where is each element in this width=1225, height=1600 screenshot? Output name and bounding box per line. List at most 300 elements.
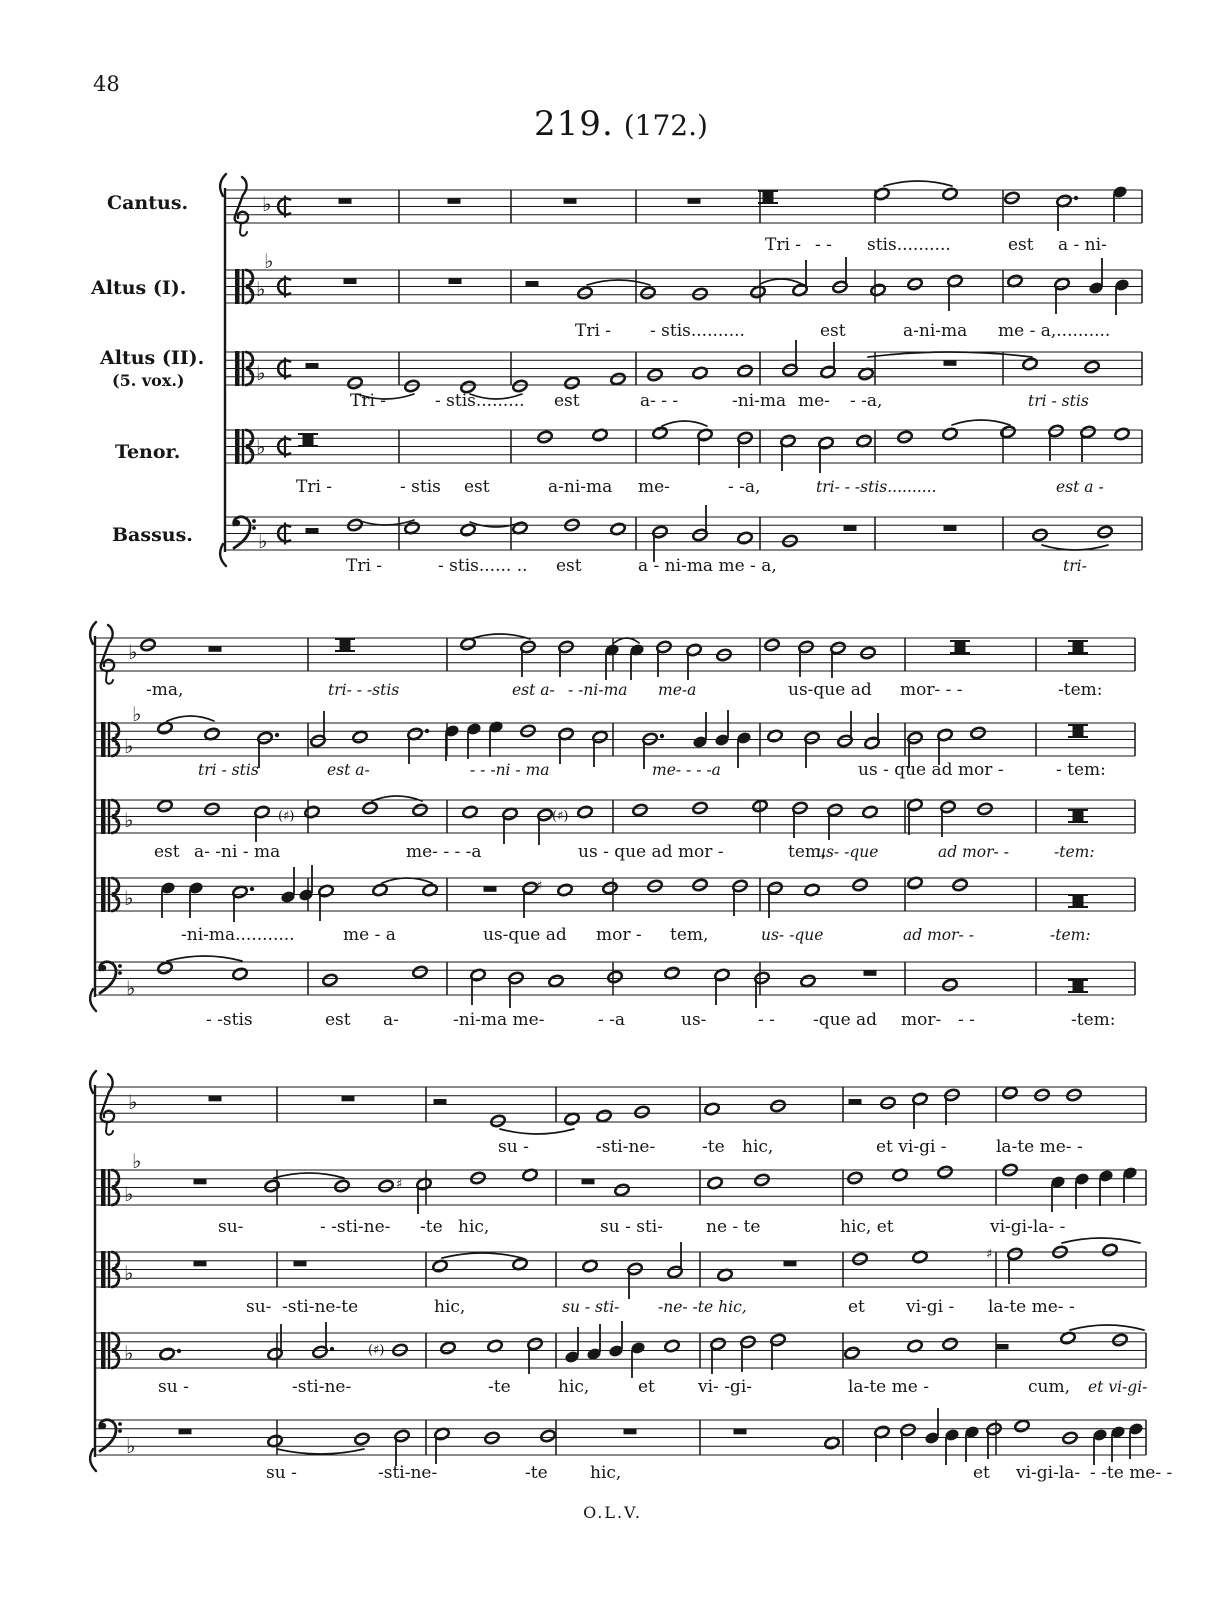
whole-rest xyxy=(294,1261,307,1267)
lyric-syllable: ad mor- - xyxy=(903,926,974,944)
lyric-syllable: et xyxy=(638,1377,655,1397)
lyric-syllable: me- xyxy=(638,477,670,497)
whole-rest xyxy=(209,646,222,652)
note-head xyxy=(412,965,429,979)
c-clef-icon xyxy=(249,289,252,292)
lyric-syllable: -tem: xyxy=(1054,843,1095,861)
lyric-syllable: su - sti- xyxy=(562,1298,620,1316)
breve-rest xyxy=(340,639,351,651)
lyric-syllable: est xyxy=(325,1010,351,1030)
note-head xyxy=(204,802,221,816)
accidental-icon: (♯) xyxy=(552,809,569,824)
note-head xyxy=(299,889,313,902)
note-head xyxy=(737,732,751,745)
lyric-syllable: est xyxy=(464,477,490,497)
note-head xyxy=(952,878,969,892)
tie-slur xyxy=(442,1253,522,1258)
tie-slur xyxy=(1070,1325,1144,1330)
flat-icon: ♭ xyxy=(126,1434,136,1458)
c-clef-icon xyxy=(115,1353,118,1356)
note-head xyxy=(596,1109,613,1123)
lyric-syllable: hic, xyxy=(558,1377,590,1397)
note-head xyxy=(1014,1419,1031,1433)
lyric-syllable: - stis xyxy=(400,477,441,497)
accidental-icon: ♯ xyxy=(986,1247,993,1262)
note-head xyxy=(334,1179,351,1193)
lyric-syllable: Tri - xyxy=(296,477,333,497)
breve-rest xyxy=(303,434,314,446)
note-head xyxy=(1075,1173,1089,1186)
lyric-syllable: - -a, xyxy=(850,391,883,411)
flat-icon: ♭ xyxy=(124,1261,134,1285)
lyric-syllable: Tri - xyxy=(346,556,383,576)
tie-slur xyxy=(868,352,1032,357)
whole-rest xyxy=(944,360,957,366)
note-head xyxy=(800,974,817,988)
flat-icon: ♭ xyxy=(126,976,136,1000)
lyric-syllable: me - a,.......... xyxy=(998,321,1111,341)
whole-rest xyxy=(448,198,461,204)
note-head xyxy=(412,803,429,817)
staff-cantus xyxy=(95,1074,1146,1157)
note-head xyxy=(1102,1243,1119,1257)
c-clef-icon xyxy=(235,269,240,304)
staff-altus2 xyxy=(95,796,1135,862)
note-head xyxy=(467,723,481,736)
note-head xyxy=(564,376,581,390)
lyric-syllable: a- - - xyxy=(640,391,679,411)
staff-tenor xyxy=(225,420,1142,497)
staff-bassus xyxy=(95,1408,1172,1483)
lyric-syllable: la-te me - xyxy=(848,1377,929,1397)
staff-cantus xyxy=(95,625,1135,700)
lyric-syllable: est xyxy=(554,391,580,411)
c-clef-icon xyxy=(115,897,118,900)
voice-label-altus2-sub: (5. vox.) xyxy=(112,371,185,390)
voice-label-altus2: Altus (II). xyxy=(100,347,205,369)
lyric-syllable: -te xyxy=(488,1377,511,1397)
lyric-syllable: - -a, xyxy=(728,477,761,497)
c-clef-icon xyxy=(115,810,118,813)
lyric-syllable: me- xyxy=(798,391,830,411)
note-head xyxy=(1066,1088,1083,1102)
lyric-syllable: -ne- -te hic, xyxy=(658,1298,747,1316)
lyric-syllable: -sti-ne-te xyxy=(282,1297,359,1317)
flat-icon: ♭ xyxy=(258,529,268,553)
augmentation-dot xyxy=(660,734,664,738)
staff-cantus xyxy=(225,177,1142,255)
flat-icon: ♭ xyxy=(124,1182,134,1206)
c-clef-icon xyxy=(115,742,118,745)
note-head xyxy=(607,970,624,984)
staff-altus1 xyxy=(225,249,1142,341)
note-head xyxy=(161,882,175,895)
lyric-syllable: mor- xyxy=(901,1010,942,1030)
flat-icon: ♭ xyxy=(128,640,138,664)
lyric-syllable: la-te me- - xyxy=(988,1297,1075,1317)
flat-icon: ♭ xyxy=(124,1341,134,1365)
staff-altus1 xyxy=(95,1149,1146,1237)
note-head xyxy=(460,637,477,651)
lyric-syllable: vi-gi-la- - xyxy=(990,1217,1066,1237)
flat-icon: ♭ xyxy=(256,361,266,385)
note-head xyxy=(281,891,295,904)
augmentation-dot xyxy=(330,1347,334,1351)
note-head xyxy=(847,1171,864,1185)
lyric-syllable: us - que ad mor - xyxy=(858,760,1004,780)
note-head xyxy=(764,638,781,652)
c-clef-icon xyxy=(115,1344,118,1347)
lyric-syllable: us- xyxy=(681,1010,707,1030)
voice-label-tenor: Tenor. xyxy=(115,441,181,463)
note-head xyxy=(750,285,767,299)
note-head xyxy=(852,878,869,892)
whole-rest xyxy=(582,1179,595,1185)
tie-slur xyxy=(167,716,214,721)
note-head xyxy=(352,730,369,744)
lyric-syllable: a- xyxy=(383,1010,399,1030)
lyric-syllable: vi-gi - xyxy=(906,1297,955,1317)
treble-clef-icon xyxy=(106,671,113,684)
note-head xyxy=(874,187,891,201)
breve-rest xyxy=(1073,641,1084,653)
lyric-syllable: ne - te xyxy=(706,1217,761,1237)
lyric-syllable: me- - - -a xyxy=(652,761,721,779)
augmentation-dot xyxy=(275,733,279,737)
note-head xyxy=(634,1105,651,1119)
lyric-syllable: - - -ni - ma xyxy=(470,761,550,779)
tie-slur xyxy=(277,1449,364,1454)
note-head xyxy=(378,1179,395,1193)
c-clef-icon xyxy=(101,1332,106,1369)
note-head xyxy=(1123,1167,1137,1180)
lyric-syllable: hic, xyxy=(742,1137,774,1157)
accidental-icon: (♯) xyxy=(278,809,295,824)
tie-slur xyxy=(587,280,650,285)
tie-slur xyxy=(167,956,242,961)
whole-rest xyxy=(179,1429,192,1435)
note-head xyxy=(565,1351,579,1364)
lyric-syllable: - tem: xyxy=(1056,760,1106,780)
note-head xyxy=(925,1432,939,1445)
note-head xyxy=(664,966,681,980)
lyric-syllable: mor - xyxy=(596,925,642,945)
c-clef-icon xyxy=(249,280,252,283)
lyric-syllable: et vi-gi - xyxy=(876,1137,947,1157)
c-clef-icon xyxy=(101,722,106,757)
system-2 xyxy=(90,622,1135,1030)
note-head xyxy=(858,367,875,381)
lyric-syllable: -tem: xyxy=(1058,680,1103,700)
note-head xyxy=(942,1337,959,1351)
lyric-syllable: Tri - xyxy=(575,321,612,341)
note-head xyxy=(347,376,364,390)
note-head xyxy=(440,1341,457,1355)
lyric-syllable: -tem: xyxy=(1050,926,1091,944)
breve-rest xyxy=(955,641,966,653)
whole-rest xyxy=(339,198,352,204)
note-head xyxy=(609,1345,623,1358)
flat-icon: ♭ xyxy=(262,192,272,216)
lyric-syllable: me - a xyxy=(343,925,396,945)
tie-slur xyxy=(760,279,802,284)
lyric-syllable: tri - stis xyxy=(198,761,259,779)
lyric-syllable: et vi-gi- xyxy=(1088,1378,1148,1396)
lyric-syllable: ad mor- - xyxy=(938,843,1009,861)
lyric-syllable: - -stis xyxy=(206,1010,253,1030)
lyric-syllable: - - xyxy=(815,235,832,255)
f-clef-icon xyxy=(118,1429,122,1433)
accidental-icon: ♯ xyxy=(536,879,543,894)
tie-slur xyxy=(357,520,414,525)
system-1 xyxy=(220,174,1142,576)
flat-icon: ♭ xyxy=(128,1090,138,1114)
note-head xyxy=(965,1426,979,1439)
note-head xyxy=(548,974,565,988)
treble-clef-icon xyxy=(101,625,114,671)
c-clef-icon xyxy=(249,371,252,374)
c-clef-icon xyxy=(101,877,106,912)
note-head xyxy=(754,1173,771,1187)
c-clef-icon xyxy=(115,733,118,736)
augmentation-dot xyxy=(250,887,254,891)
augmentation-dot xyxy=(177,1349,181,1353)
lyric-syllable: -que ad xyxy=(813,1010,878,1030)
note-head xyxy=(540,1429,557,1443)
whole-rest xyxy=(194,1179,207,1185)
lyric-syllable: cum, xyxy=(1028,1377,1070,1397)
note-head xyxy=(632,803,649,817)
flat-icon: ♭ xyxy=(124,886,134,910)
whole-rest xyxy=(209,1096,222,1102)
f-clef-icon xyxy=(118,964,122,968)
staff-altus2 xyxy=(225,340,1142,411)
note-head xyxy=(647,368,664,382)
note-head xyxy=(1113,186,1127,199)
tie-slur xyxy=(1062,1238,1140,1243)
lyric-syllable: -sti-ne- xyxy=(378,1463,438,1483)
staff-altus1 xyxy=(95,702,1135,780)
note-head xyxy=(631,1342,645,1355)
lyric-syllable: - -a xyxy=(598,1010,626,1030)
note-head xyxy=(692,287,709,301)
whole-rest xyxy=(194,1261,207,1267)
note-head xyxy=(640,286,657,300)
lyric-syllable: - stis......... xyxy=(435,391,525,411)
lyric-syllable: est xyxy=(154,842,180,862)
c-clef-icon xyxy=(101,799,106,834)
lyric-syllable: Tri - xyxy=(765,235,802,255)
breve-rest xyxy=(1073,895,1084,907)
flat-icon: ♭ xyxy=(132,1149,142,1173)
breve-rest xyxy=(763,191,774,203)
lyric-syllable: est xyxy=(820,321,846,341)
lyric-syllable: vi- -gi- xyxy=(698,1377,752,1397)
note-head xyxy=(1007,274,1024,288)
lyric-syllable: -te xyxy=(420,1217,443,1237)
flat-icon: ♭ xyxy=(256,435,266,459)
lyric-syllable: us- -que xyxy=(761,926,824,944)
voice-label-bassus: Bassus. xyxy=(112,524,193,546)
note-head xyxy=(1034,1088,1051,1102)
note-head xyxy=(577,286,594,300)
note-head xyxy=(717,1268,734,1282)
flat-icon: ♭ xyxy=(132,702,142,726)
note-head xyxy=(770,1099,787,1113)
tie-slur xyxy=(1042,545,1108,550)
lyric-syllable: -te xyxy=(702,1137,725,1157)
note-head xyxy=(1051,1176,1065,1189)
note-head xyxy=(602,881,619,895)
lyric-syllable: -ni-ma me- xyxy=(453,1010,545,1030)
accidental-icon: ♯ xyxy=(396,1177,403,1192)
lyric-syllable: hic, xyxy=(590,1463,622,1483)
half-rest xyxy=(306,528,319,534)
lyric-syllable: hic, et xyxy=(840,1217,894,1237)
half-rest xyxy=(306,363,319,369)
note-head xyxy=(1111,1426,1125,1439)
lyric-syllable: hic, xyxy=(458,1217,490,1237)
note-head xyxy=(856,434,873,448)
note-head xyxy=(1093,1429,1107,1442)
lyric-syllable: est xyxy=(1008,235,1034,255)
c-clef-icon xyxy=(235,351,240,386)
lyric-syllable: su - xyxy=(266,1463,297,1483)
whole-rest xyxy=(624,1429,637,1435)
note-head xyxy=(692,878,709,892)
tie-slur xyxy=(662,421,707,426)
whole-rest xyxy=(688,198,701,204)
tie-slur xyxy=(500,1129,574,1134)
lyric-syllable: et xyxy=(973,1463,990,1483)
lyric-syllable: tri - stis xyxy=(1028,392,1089,410)
c-clef-icon xyxy=(235,429,240,464)
lyric-syllable: est a- xyxy=(327,761,370,779)
tie-slur xyxy=(952,420,1010,425)
treble-clef-icon xyxy=(235,177,248,223)
note-head xyxy=(354,1432,371,1446)
note-head xyxy=(140,638,157,652)
tie-slur xyxy=(274,1173,344,1178)
treble-clef-icon xyxy=(240,223,247,236)
flat-icon: ♭ xyxy=(264,249,274,273)
whole-rest xyxy=(344,279,357,285)
tie-slur xyxy=(382,878,432,883)
note-head xyxy=(907,277,924,291)
lyric-syllable: tri- xyxy=(1063,557,1087,575)
note-head xyxy=(564,1112,581,1126)
whole-rest xyxy=(734,1429,747,1435)
note-head xyxy=(157,961,174,975)
f-clef-icon xyxy=(118,971,122,975)
lyric-syllable: su- xyxy=(218,1217,244,1237)
note-head xyxy=(1089,282,1103,295)
lyric-syllable: su - xyxy=(158,1377,189,1397)
augmentation-dot xyxy=(1074,196,1078,200)
note-head xyxy=(715,734,729,747)
note-head xyxy=(945,1429,959,1442)
lyric-syllable: tri- - -stis xyxy=(328,681,400,699)
note-head xyxy=(490,1114,507,1128)
note-head xyxy=(157,799,174,813)
staff-bassus xyxy=(95,956,1135,1030)
note-head xyxy=(404,379,421,393)
treble-clef-icon xyxy=(101,1074,114,1122)
note-head xyxy=(897,430,914,444)
note-head xyxy=(1032,528,1049,542)
whole-rest xyxy=(484,886,497,892)
note-head xyxy=(937,1165,954,1179)
system-3 xyxy=(90,1071,1172,1483)
whole-rest xyxy=(864,970,877,976)
breve-rest xyxy=(1073,980,1084,992)
lyric-syllable: su - xyxy=(498,1137,529,1157)
f-clef-icon xyxy=(252,526,256,530)
note-head xyxy=(1000,425,1017,439)
footer-mark: O.L.V. xyxy=(583,1503,642,1522)
note-head xyxy=(264,1179,281,1193)
note-head xyxy=(204,727,221,741)
staff-tenor xyxy=(95,865,1135,945)
breve-rest xyxy=(1073,810,1084,822)
lyric-syllable: est a - xyxy=(1056,478,1104,496)
f-clef-icon xyxy=(118,1422,122,1426)
piece-alt-number: (172.) xyxy=(623,109,708,142)
c-clef-icon xyxy=(115,1190,118,1193)
note-head xyxy=(1114,427,1131,441)
lyric-syllable: -ma, xyxy=(146,680,184,700)
tie-slur xyxy=(614,638,639,643)
lyric-syllable: a - ni-ma me - a, xyxy=(638,556,777,576)
note-head xyxy=(737,364,754,378)
lyric-syllable: - -sti-ne- xyxy=(320,1217,391,1237)
note-head xyxy=(512,1257,529,1271)
voice-label-cantus: Cantus. xyxy=(107,192,189,214)
treble-clef-icon xyxy=(106,1122,113,1135)
note-head xyxy=(942,427,959,441)
whole-rest xyxy=(844,526,857,532)
lyric-syllable: - - xyxy=(758,1010,775,1030)
lyric-syllable: - -te me- - xyxy=(1090,1463,1173,1483)
c-clef-icon xyxy=(115,1272,118,1275)
note-head xyxy=(1099,1170,1113,1183)
note-head xyxy=(537,430,554,444)
lyric-syllable: -sti-ne- xyxy=(292,1377,352,1397)
lyric-syllable: us - que ad mor - xyxy=(578,842,724,862)
c-clef-icon xyxy=(115,888,118,891)
lyric-syllable: me- - - -a xyxy=(406,842,482,862)
flat-icon: ♭ xyxy=(124,734,134,758)
lyric-syllable: la-te me- - xyxy=(996,1137,1083,1157)
whole-rest xyxy=(449,279,462,285)
lyric-syllable: su - sti- xyxy=(600,1217,663,1237)
lyric-syllable: a-ni-ma xyxy=(548,477,613,497)
note-head xyxy=(880,1096,897,1110)
lyric-syllable: -tem: xyxy=(1071,1010,1116,1030)
augmentation-dot xyxy=(425,729,429,733)
note-head xyxy=(860,646,877,660)
note-head xyxy=(782,534,799,548)
lyric-syllable: a- -ni - ma xyxy=(194,842,281,862)
lyric-syllable: tri- - -stis.......... xyxy=(816,478,937,496)
half-rest xyxy=(849,1099,862,1105)
lyric-syllable: - stis.......... xyxy=(650,321,745,341)
note-head xyxy=(852,1252,869,1266)
lyric-syllable: Tri - xyxy=(350,391,387,411)
whole-rest xyxy=(944,526,957,532)
note-head xyxy=(1084,360,1101,374)
lyric-syllable: stis.......... xyxy=(867,235,951,255)
